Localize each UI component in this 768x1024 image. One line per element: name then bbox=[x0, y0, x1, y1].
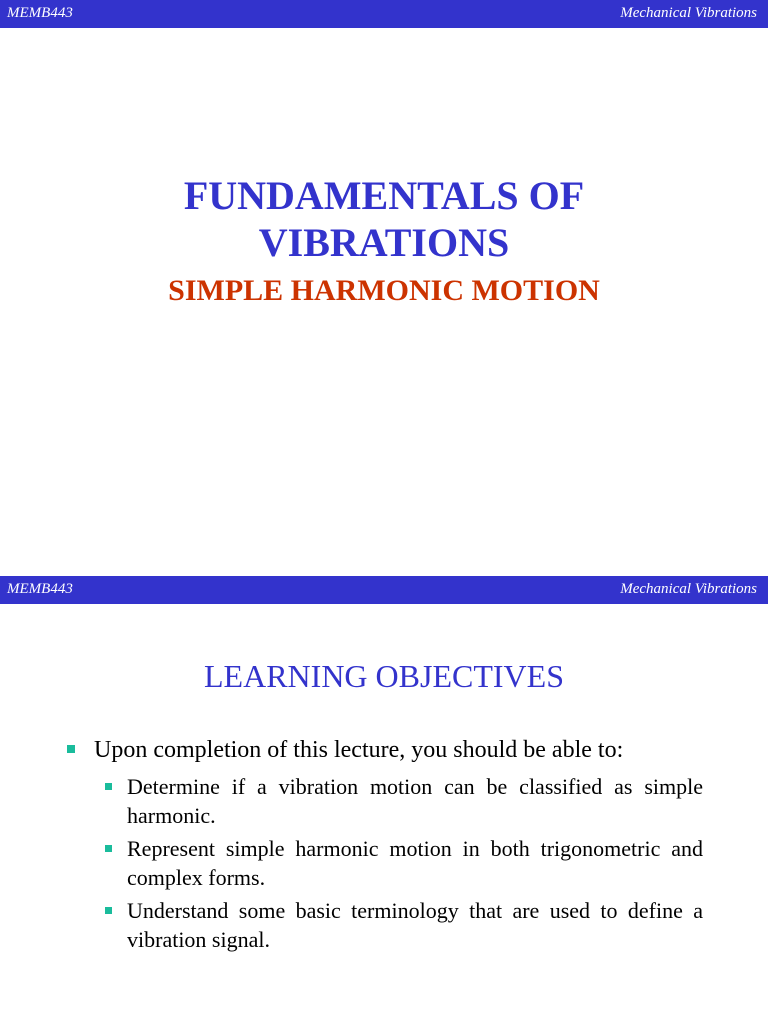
list-item bbox=[67, 735, 747, 765]
square-bullet-icon bbox=[105, 783, 112, 790]
sub-list-item bbox=[105, 772, 703, 830]
list-item-text: Upon completion of this lecture, you should be able to: bbox=[94, 737, 624, 763]
square-bullet-icon bbox=[105, 907, 112, 914]
sub-list-item bbox=[105, 834, 703, 892]
course-name: Mechanical Vibrations bbox=[620, 581, 757, 597]
sub-list-item bbox=[105, 896, 703, 954]
course-code: MEMB443 bbox=[7, 581, 73, 597]
sub-list-item-text: Determine if a vibration motion can be classified as simple harmonic. bbox=[127, 774, 703, 828]
slide-header-bar bbox=[0, 0, 768, 28]
slide-title-line-2: VIBRATIONS bbox=[258, 220, 510, 265]
sub-list-item-text: Represent simple harmonic motion in both trigonometric and complex forms. bbox=[127, 836, 703, 890]
course-code: MEMB443 bbox=[7, 5, 73, 21]
square-bullet-icon bbox=[67, 745, 75, 753]
slide-subtitle: SIMPLE HARMONIC MOTION bbox=[168, 274, 600, 307]
slide-title bbox=[0, 172, 768, 266]
slide-title-line-1: FUNDAMENTALS OF bbox=[183, 173, 585, 218]
course-name: Mechanical Vibrations bbox=[620, 5, 757, 21]
section-heading: LEARNING OBJECTIVES bbox=[204, 658, 564, 694]
square-bullet-icon bbox=[105, 845, 112, 852]
sub-list-item-text: Understand some basic terminology that are used to define a vibration signal. bbox=[127, 898, 703, 952]
objectives-slide bbox=[0, 576, 768, 1024]
slide-header-bar bbox=[0, 576, 768, 604]
